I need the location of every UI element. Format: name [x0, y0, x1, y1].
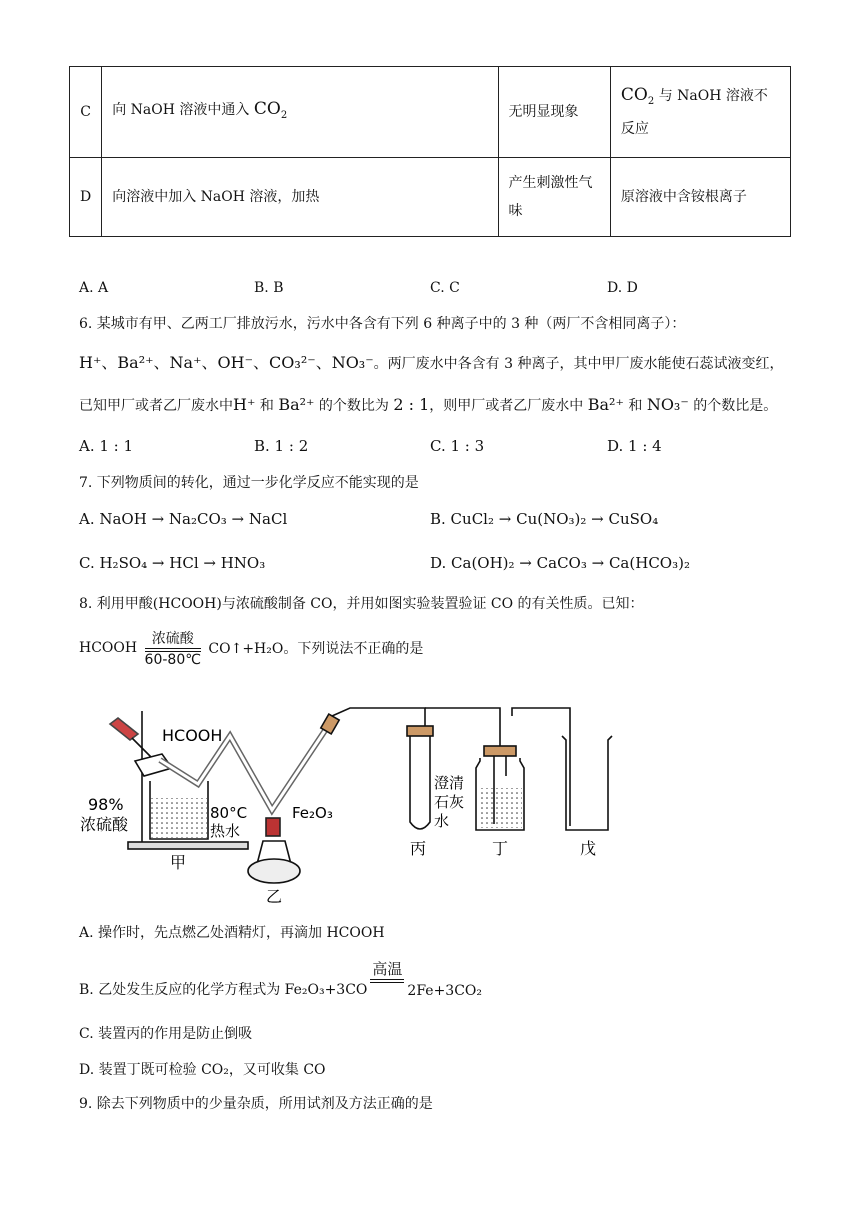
- conclusion-cell: $CO_2$ 与 NaOH 溶液不反应: [610, 67, 790, 158]
- label-hcooh: HCOOH: [162, 726, 223, 745]
- label-bing: 丙: [410, 839, 427, 858]
- option-d: D. 1 : 4: [607, 437, 662, 455]
- label-acid-name: 浓硫酸: [80, 815, 129, 834]
- option-d: D. D: [607, 280, 638, 296]
- option-c: C. H₂SO₄ → HCl → HNO₃: [79, 554, 266, 572]
- table-row: [70, 158, 791, 237]
- row-label: D: [70, 158, 102, 237]
- conclusion-cell: 原溶液中含铵根离子: [610, 158, 790, 237]
- label-lime-1: 澄清: [434, 774, 465, 792]
- option-b: B. CuCl₂ → Cu(NO₃)₂ → CuSO₄: [430, 510, 659, 528]
- q6-line2: H⁺、Ba²⁺、Na⁺、OH⁻、CO₃²⁻、NO₃⁻。两厂废水中各含有 3 种离子，其中甲厂废水能使石蕊试液变红，: [79, 353, 784, 372]
- label-lime-3: 水: [434, 812, 450, 830]
- apparatus-diagram: [80, 706, 620, 906]
- label-fe2o3: Fe₂O₃: [292, 804, 333, 822]
- reaction-condition: 高温: [370, 958, 404, 999]
- label-yi: 乙: [266, 887, 283, 906]
- operation-cell: 向溶液中加入 NaOH 溶液，加热: [102, 158, 498, 237]
- q9-stem: 9. 除去下列物质中的少量杂质，所用试剂及方法正确的是: [79, 1096, 433, 1112]
- option-a: A. 1 : 1: [79, 437, 134, 455]
- q8-equation: HCOOH $\frac{\text{浓硫酸}}{60-80℃}$ CO↑+H₂O。下列说法不正确的是: [79, 628, 423, 668]
- q8-option-c: C. 装置丙的作用是防止倒吸: [79, 1026, 253, 1042]
- option-b: B. 1 : 2: [254, 437, 309, 455]
- label-ding: 丁: [492, 839, 509, 858]
- option-d: D. Ca(OH)₂ → CaCO₃ → Ca(HCO₃)₂: [430, 554, 690, 572]
- table-row: [70, 67, 791, 158]
- q8-option-a: A. 操作时，先点燃乙处酒精灯，再滴加 HCOOH: [79, 925, 385, 941]
- option-a: A. A: [79, 280, 109, 296]
- option-c: C. C: [430, 280, 460, 296]
- row-label: C: [70, 67, 102, 158]
- label-temp: 80°C: [210, 804, 248, 822]
- q6-stem: 6. 某城市有甲、乙两工厂排放污水，污水中各含有下列 6 种离子中的 3 种（两厂不含相同离子）：: [79, 316, 686, 332]
- reaction-condition: $\frac{\text{浓硫酸}}{60-80℃}$: [144, 631, 201, 668]
- q8-stem: 8. 利用甲酸(HCOOH)与浓硫酸制备 CO，并用如图实验装置验证 CO 的有关性质。已知：: [79, 596, 644, 612]
- ion-list: H⁺、Ba²⁺、Na⁺、OH⁻、CO₃²⁻、NO₃⁻: [79, 353, 374, 372]
- q8-option-d: D. 装置丁既可检验 CO₂，又可收集 CO: [79, 1062, 326, 1078]
- operation-cell: 向 NaOH 溶液中通入 $CO_2$: [102, 67, 498, 158]
- q8-option-b: B. 乙处发生反应的化学方程式为 Fe₂O₃+3CO 高温 2Fe+3CO₂: [79, 960, 483, 999]
- phenomenon-cell: 无明显现象: [498, 67, 610, 158]
- experiment-table: [69, 66, 791, 237]
- label-acid-pct: 98%: [88, 795, 124, 814]
- label-jia: 甲: [170, 853, 187, 872]
- q7-stem: 7. 下列物质间的转化，通过一步化学反应不能实现的是: [79, 475, 419, 491]
- option-b: B. B: [254, 280, 284, 296]
- label-lime-2: 石灰: [434, 793, 465, 811]
- phenomenon-cell: 产生刺激性气味: [498, 158, 610, 237]
- label-water: 热水: [210, 822, 241, 840]
- label-wu: 戊: [580, 839, 597, 858]
- option-c: C. 1 : 3: [430, 437, 485, 455]
- q6-line3: 已知甲厂或者乙厂废水中H⁺ 和 Ba²⁺ 的个数比为 2 : 1，则甲厂或者乙厂废水中 Ba²⁺ 和 NO₃⁻ 的个数比是。: [79, 395, 778, 414]
- option-a: A. NaOH → Na₂CO₃ → NaCl: [79, 510, 288, 528]
